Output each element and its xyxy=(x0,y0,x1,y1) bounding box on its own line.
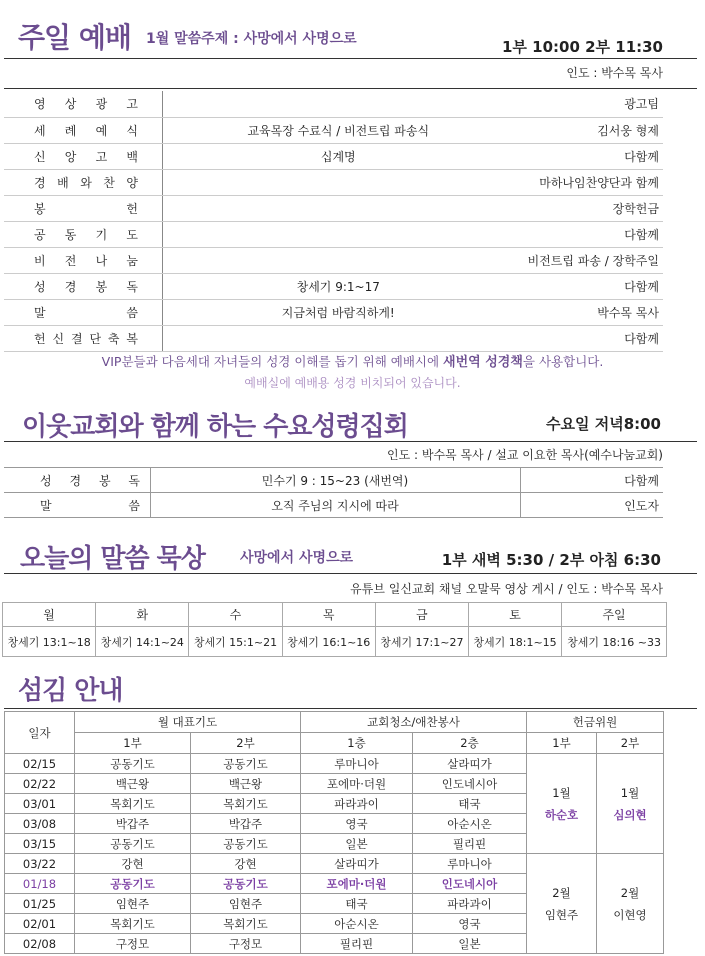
service-title: 섬김 안내 xyxy=(18,676,123,706)
clean-1f: 포에마·더원 xyxy=(301,874,413,894)
sunday-order-table xyxy=(4,91,663,352)
prayer-2bu: 구정모 xyxy=(191,934,301,954)
order-content: 십계명 xyxy=(162,143,514,169)
prayer-2bu: 공동기도 xyxy=(191,754,301,774)
offering-1bu xyxy=(527,754,597,854)
sunday-theme: 1월 말씀주제 : 사망에서 사명으로 xyxy=(146,31,357,47)
clean-2f: 인도네시아 xyxy=(413,874,527,894)
clean-1f: 필리핀 xyxy=(301,934,413,954)
clean-1f: 태국 xyxy=(301,894,413,914)
daily-reading: 창세기 16:1~16 xyxy=(282,627,375,657)
order-leader: 다함께 xyxy=(514,325,663,351)
weekday-header: 월 xyxy=(3,603,96,627)
order-label xyxy=(4,221,162,247)
order-row xyxy=(4,299,663,325)
header-1f: 1층 xyxy=(301,733,413,754)
offering-month: 2월 xyxy=(552,885,571,900)
order-leader: 다함께 xyxy=(514,273,663,299)
header-prayer: 월 대표기도 xyxy=(75,712,301,733)
offering-month: 1월 xyxy=(620,785,640,800)
sunday-time: 1부 10:00 2부 11:30 xyxy=(501,38,663,56)
date-cell: 02/22 xyxy=(5,774,75,794)
order-label-text: 헌 신 결 단 축 복 xyxy=(34,331,138,346)
prayer-1bu: 목회기도 xyxy=(75,794,191,814)
sunday-notice-1 xyxy=(0,351,705,370)
order-label xyxy=(4,143,162,169)
order-label-text: 영 상 광 고 xyxy=(34,97,138,112)
clean-2f: 살라띠가 xyxy=(413,754,527,774)
prayer-1bu: 공동기도 xyxy=(75,874,191,894)
order-leader: 광고팀 xyxy=(514,91,663,117)
order-leader: 다함께 xyxy=(514,143,663,169)
prayer-2bu: 공동기도 xyxy=(191,874,301,894)
prayer-2bu: 임현주 xyxy=(191,894,301,914)
offering-person: 이현영 xyxy=(613,907,647,922)
order-label-text: 봉 헌 xyxy=(34,201,138,216)
prayer-2bu: 백근왕 xyxy=(191,774,301,794)
prayer-2bu: 강현 xyxy=(191,854,301,874)
wed-leader: 다함께 xyxy=(520,468,663,493)
prayer-2bu: 목회기도 xyxy=(191,914,301,934)
meditation-title: 오늘의 말씀 묵상 xyxy=(20,544,205,574)
clean-1f: 아순시온 xyxy=(301,914,413,934)
order-label xyxy=(4,117,162,143)
weekday-header: 금 xyxy=(375,603,468,627)
prayer-1bu: 박갑주 xyxy=(75,814,191,834)
order-label xyxy=(4,273,162,299)
order-label xyxy=(4,299,162,325)
clean-2f: 파라과이 xyxy=(413,894,527,914)
offering-month: 1월 xyxy=(552,785,571,800)
prayer-1bu: 공동기도 xyxy=(75,754,191,774)
weekday-header: 화 xyxy=(96,603,189,627)
meditation-table xyxy=(2,602,667,657)
order-row xyxy=(4,169,663,195)
meditation-subtitle: 사망에서 사명으로 xyxy=(240,550,354,566)
order-row xyxy=(4,221,663,247)
notice-bold: 새번역 성경책 xyxy=(443,355,523,370)
order-label xyxy=(4,195,162,221)
wed-row xyxy=(4,468,663,493)
order-content xyxy=(162,221,514,247)
header-date: 일자 xyxy=(5,712,75,754)
wednesday-table xyxy=(4,467,663,518)
date-cell: 02/15 xyxy=(5,754,75,774)
sunday-notice-2: 예배실에 예배용 성경 비치되어 있습니다. xyxy=(244,376,461,390)
order-row xyxy=(4,91,663,117)
clean-1f: 포에마·더원 xyxy=(301,774,413,794)
wed-row xyxy=(4,493,663,518)
weekday-header: 목 xyxy=(282,603,375,627)
daily-reading: 창세기 18:16 ~33 xyxy=(562,627,667,657)
order-row xyxy=(4,143,663,169)
order-label-text: 비 전 나 눔 xyxy=(34,253,138,268)
order-label-text: 경 배 와 찬 양 xyxy=(34,175,138,190)
divider xyxy=(4,58,697,59)
header-offer-2bu: 2부 xyxy=(597,733,664,754)
date-cell: 02/01 xyxy=(5,914,75,934)
order-label xyxy=(4,91,162,117)
prayer-2bu: 박갑주 xyxy=(191,814,301,834)
divider xyxy=(4,88,697,89)
order-content: 창세기 9:1~17 xyxy=(162,273,514,299)
wed-content: 민수기 9 : 15~23 (새번역) xyxy=(150,468,520,493)
prayer-2bu: 공동기도 xyxy=(191,834,301,854)
header-2f: 2층 xyxy=(413,733,527,754)
clean-1f: 파라과이 xyxy=(301,794,413,814)
daily-reading: 창세기 17:1~27 xyxy=(375,627,468,657)
offering-person: 임현주 xyxy=(544,907,579,922)
order-row xyxy=(4,273,663,299)
weekday-header: 수 xyxy=(189,603,282,627)
date-cell: 03/15 xyxy=(5,834,75,854)
table-row xyxy=(5,754,664,774)
notice-text: 을 사용합니다. xyxy=(522,354,604,369)
order-leader: 마하나임찬양단과 함께 xyxy=(514,169,663,195)
clean-2f: 루마니아 xyxy=(413,854,527,874)
clean-1f: 영국 xyxy=(301,814,413,834)
header-2bu: 2부 xyxy=(191,733,301,754)
wed-label-text: 말 씀 xyxy=(40,498,140,513)
order-content: 지금처럼 바람직하게! xyxy=(162,299,514,325)
wed-content: 오직 주님의 지시에 따라 xyxy=(150,493,520,518)
order-content xyxy=(162,195,514,221)
daily-reading: 창세기 14:1~24 xyxy=(96,627,189,657)
offering-person: 하순호 xyxy=(544,807,579,822)
offering-2bu xyxy=(597,854,664,954)
clean-2f: 필리핀 xyxy=(413,834,527,854)
date-cell: 03/22 xyxy=(5,854,75,874)
order-content xyxy=(162,247,514,273)
offering-month: 2월 xyxy=(620,885,640,900)
prayer-1bu: 구정모 xyxy=(75,934,191,954)
weekday-header: 토 xyxy=(468,603,561,627)
wed-label xyxy=(4,493,150,518)
offering-person: 심의현 xyxy=(613,807,647,822)
meditation-time: 1부 새벽 5:30 / 2부 아침 6:30 xyxy=(441,551,661,569)
order-row xyxy=(4,247,663,273)
clean-2f: 인도네시아 xyxy=(413,774,527,794)
clean-1f: 일본 xyxy=(301,834,413,854)
daily-reading: 창세기 18:1~15 xyxy=(468,627,561,657)
order-leader: 비전트립 파송 / 장학주일 xyxy=(514,247,663,273)
wed-leader: 인도자 xyxy=(520,493,663,518)
order-label-text: 세 례 예 식 xyxy=(34,123,138,138)
wednesday-time: 수요일 저녁8:00 xyxy=(546,415,661,433)
sunday-leader: 인도 : 박수목 목사 xyxy=(566,66,663,80)
header-offer-1bu: 1부 xyxy=(527,733,597,754)
wed-label-text: 성 경 봉 독 xyxy=(40,473,140,488)
order-label xyxy=(4,169,162,195)
order-label-text: 성 경 봉 독 xyxy=(34,279,138,294)
date-cell: 02/08 xyxy=(5,934,75,954)
table-row xyxy=(5,854,664,874)
prayer-1bu: 공동기도 xyxy=(75,834,191,854)
service-table xyxy=(4,711,664,954)
order-leader: 박수목 목사 xyxy=(514,299,663,325)
order-leader: 김서웅 형제 xyxy=(514,117,663,143)
order-content xyxy=(162,169,514,195)
order-label-text: 공 동 기 도 xyxy=(34,227,138,242)
prayer-1bu: 임현주 xyxy=(75,894,191,914)
clean-1f: 살라띠가 xyxy=(301,854,413,874)
clean-2f: 태국 xyxy=(413,794,527,814)
order-label-text: 신 앙 고 백 xyxy=(34,149,138,164)
wed-label xyxy=(4,468,150,493)
header-offering: 헌금위원 xyxy=(527,712,664,733)
wednesday-leader: 인도 : 박수목 목사 / 설교 이요한 목사(예수나눔교회) xyxy=(387,448,663,462)
order-leader: 장학헌금 xyxy=(514,195,663,221)
divider xyxy=(4,441,697,442)
clean-2f: 아순시온 xyxy=(413,814,527,834)
offering-2bu xyxy=(597,754,664,854)
wednesday-title: 이웃교회와 함께 하는 수요성령집회 xyxy=(22,412,408,442)
prayer-1bu: 강현 xyxy=(75,854,191,874)
order-content xyxy=(162,91,514,117)
order-content xyxy=(162,325,514,351)
divider xyxy=(4,708,697,709)
order-row xyxy=(4,117,663,143)
clean-2f: 일본 xyxy=(413,934,527,954)
order-row xyxy=(4,325,663,351)
clean-2f: 영국 xyxy=(413,914,527,934)
prayer-1bu: 목회기도 xyxy=(75,914,191,934)
offering-1bu xyxy=(527,854,597,954)
notice-text: VIP분들과 다음세대 자녀들의 성경 이해를 돕기 위해 예배시에 xyxy=(101,354,444,369)
prayer-1bu: 백근왕 xyxy=(75,774,191,794)
meditation-note: 유튜브 일신교회 채널 오말묵 영상 게시 / 인도 : 박수목 목사 xyxy=(350,582,663,596)
order-label-text: 말 씀 xyxy=(34,305,138,320)
divider xyxy=(4,573,697,574)
date-cell: 03/01 xyxy=(5,794,75,814)
order-leader: 다함께 xyxy=(514,221,663,247)
order-row xyxy=(4,195,663,221)
order-content: 교육목장 수료식 / 비전트립 파송식 xyxy=(162,117,514,143)
date-cell: 01/25 xyxy=(5,894,75,914)
order-label xyxy=(4,247,162,273)
clean-1f: 루마니아 xyxy=(301,754,413,774)
daily-reading: 창세기 15:1~21 xyxy=(189,627,282,657)
daily-reading: 창세기 13:1~18 xyxy=(3,627,96,657)
prayer-2bu: 목회기도 xyxy=(191,794,301,814)
date-cell: 03/08 xyxy=(5,814,75,834)
header-1bu: 1부 xyxy=(75,733,191,754)
sunday-title: 주일 예배 xyxy=(18,21,131,54)
date-cell: 01/18 xyxy=(5,874,75,894)
weekday-header: 주일 xyxy=(562,603,667,627)
header-cleaning: 교회청소/애찬봉사 xyxy=(301,712,527,733)
order-label xyxy=(4,325,162,351)
